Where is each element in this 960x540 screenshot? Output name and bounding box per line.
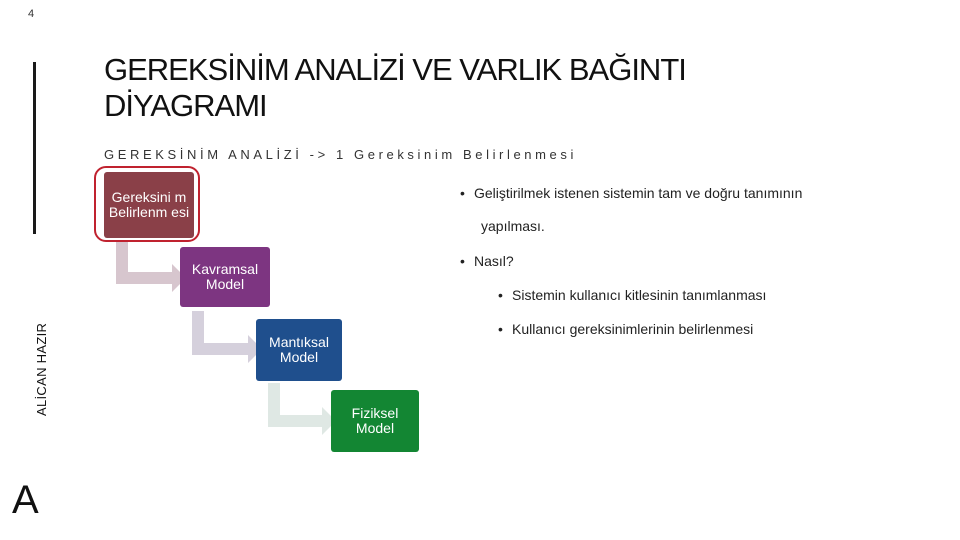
sub-bullet-requirements [498,321,753,337]
step-requirements-box: Gereksini m Belirlenm esi [104,172,194,238]
step-logical-model-box: Mantıksal Model [256,319,342,381]
bullet-dot: • [460,185,465,201]
bullet-how [460,253,514,269]
arrow-1 [116,240,186,292]
bullet-text: Nasıl? [474,253,514,269]
author-name: ALİCAN HAZIR [34,322,49,416]
highlight-circle [94,166,200,242]
step-conceptual-model-box: Kavramsal Model [180,247,270,307]
bullet-dot: • [498,321,503,337]
sub-bullet-users [498,287,766,303]
bullet-text: Sistemin kullanıcı kitlesinin tanımlanması [512,287,767,303]
bullet-dot: • [460,253,465,269]
step-physical-model-box: Fiziksel Model [331,390,419,452]
bullet-dot: • [498,287,503,303]
bullet-text: Geliştirilmek istenen sistemin tam ve doğru tanımının [474,185,803,201]
slide-title: GEREKSİNİM ANALİZİ VE VARLIK BAĞINTI DİYAGRAMI [104,52,686,123]
logo-letter: A [12,478,39,522]
slide-number: 4 [28,8,35,20]
bullet-definition [460,185,802,201]
arrow-2 [192,311,262,363]
slide-subtitle: GEREKSİNİM ANALİZİ -> 1 Gereksinim Belirlenmesi [104,147,577,162]
bullet-definition-cont: yapılması. [481,218,545,234]
arrow-3 [268,383,336,435]
bullet-text: Kullanıcı gereksinimlerinin belirlenmesi [512,321,754,337]
